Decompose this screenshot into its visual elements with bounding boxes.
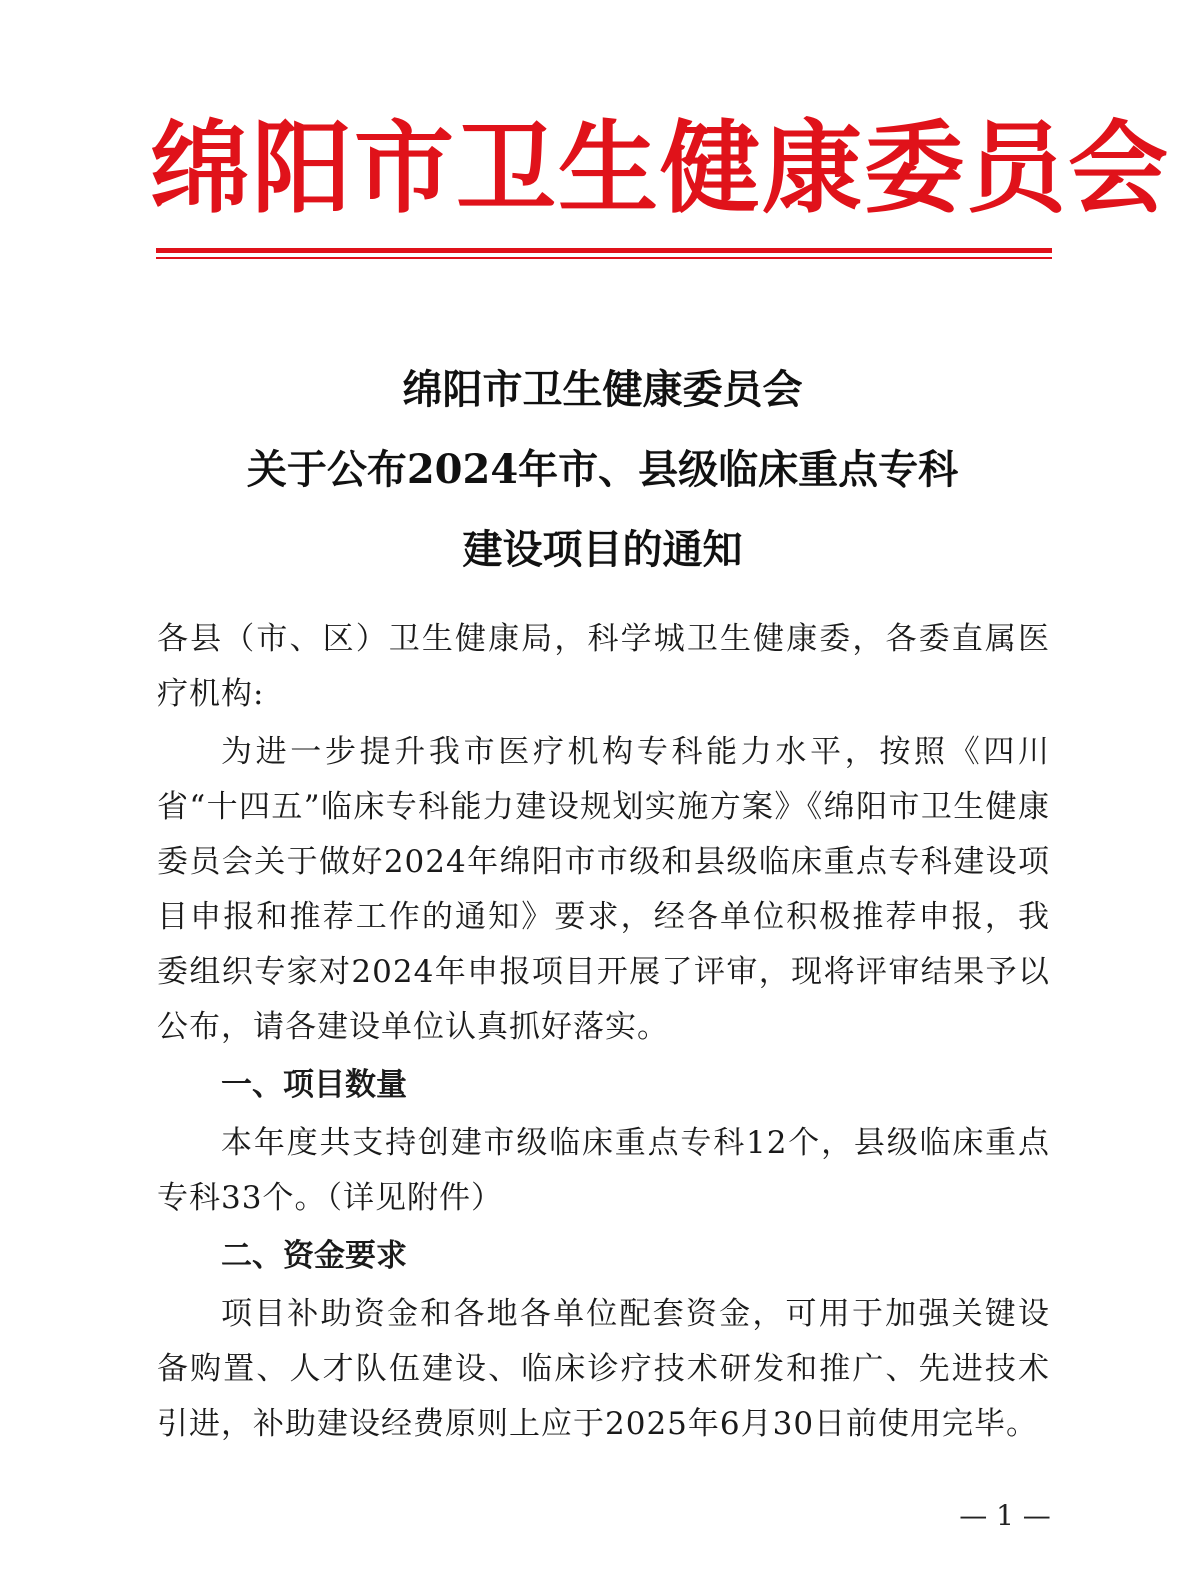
letterhead-red-rule [156,248,1052,253]
salutation: 各县（市、区）卫生健康局，科学城卫生健康委，各委直属医疗机构: [157,621,1050,712]
section-2-paragraph: 项目补助资金和各地各单位配套资金，可用于加强关键设备购置、人才队伍建设、临床诊疗技术研发和推广、先进技术引进，补助建设经费原则上应于2025年6月30日前使用完毕。 [157,1296,1050,1442]
section-1-heading: 一、项目数量 [221,1067,407,1103]
document-title [150,350,1055,590]
letterhead-red-rule-thin [156,257,1052,259]
document-title-line-2: 关于公布2024年市、县级临床重点专科 [246,446,959,493]
page-number: — 1 — [959,1499,1051,1532]
intro-paragraph: 为进一步提升我市医疗机构专科能力水平，按照《四川省“十四五”临床专科能力建设规划实施方案》《绵阳市卫生健康委员会关于做好2024年绵阳市市级和县级临床重点专科建设项目申报和推荐工作的通知》要求，经各单位积极推荐申报，我委组织专家对2024年申报项目开展了评审，现将评审结果予以公布，请各建设单位认真抓好落实。 [157,734,1050,1045]
document-title-line-3: 建设项目的通知 [462,526,743,573]
agency-letterhead: 绵阳市卫生健康委员会 [150,109,1170,227]
section-1-paragraph: 本年度共支持创建市级临床重点专科12个，县级临床重点专科33个。（详见附件） [157,1125,1050,1216]
document-body [157,612,1050,1455]
document-title-line-1: 绵阳市卫生健康委员会 [402,366,803,413]
section-2-heading: 二、资金要求 [221,1238,407,1274]
